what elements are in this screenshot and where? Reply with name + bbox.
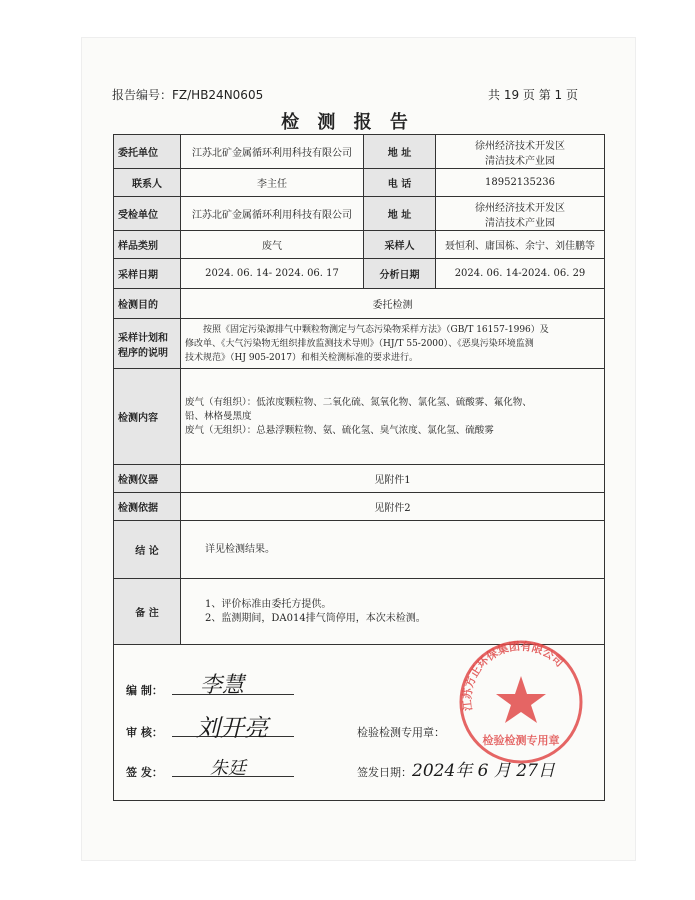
- sample-type-value: 废气: [181, 231, 364, 259]
- instrument-label: 检测仪器: [114, 465, 181, 493]
- sampling-date-value: 2024. 06. 14- 2024. 06. 17: [181, 259, 364, 289]
- sampling-date-label: 采样日期: [114, 259, 181, 289]
- issue-label: 签 发：: [126, 766, 163, 779]
- inspected-address-value: [436, 197, 605, 231]
- analysis-date-value: 2024. 06. 14-2024. 06. 29: [436, 259, 605, 289]
- page-info: 共 19 页 第 1 页: [488, 88, 578, 102]
- company-seal-stamp: [455, 636, 587, 768]
- remarks-value: [181, 579, 605, 645]
- plan-line1: 按照《固定污染源排气中颗粒物测定与气态污染物采样方法》（GB/T 16157-1996）及: [203, 324, 549, 335]
- contact-value: 李主任: [181, 169, 364, 197]
- inspected-address-line1: 徐州经济技术开发区: [475, 202, 565, 214]
- stamp-ring-text: 江苏方正环保集团有限公司: [460, 639, 567, 712]
- review-label: 审 核：: [126, 726, 163, 739]
- sampler-label: 采样人: [364, 231, 436, 259]
- plan-line2: 修改单、《大气污染物无组织排放监测技术导则》（HJ/T 55-2000）、《恶臭污染环境监测: [185, 338, 534, 349]
- content-line1: 废气（有组织）：低浓度颗粒物、二氧化硫、氮氧化物、氯化氢、硫酸雾、氟化物、: [185, 396, 532, 408]
- inspected-address-line2: 清洁技术产业园: [485, 217, 555, 229]
- client-label: 委托单位: [114, 135, 181, 169]
- issue-date-value: 2024年 6 月 27日: [412, 761, 555, 781]
- content-line2: 铅、林格曼黑度: [185, 410, 252, 422]
- content-line3: 废气（无组织）：总悬浮颗粒物、氨、硫化氢、臭气浓度、氯化氢、硫酸雾: [185, 424, 494, 436]
- purpose-label: 检测目的: [114, 289, 181, 319]
- client-address-label: 地 址: [364, 135, 436, 169]
- stamp-star-icon: [496, 676, 546, 723]
- purpose-value: 委托检测: [181, 289, 605, 319]
- basis-label: 检测依据: [114, 493, 181, 521]
- basis-value: 见附件2: [181, 493, 605, 521]
- client-address-value: [436, 135, 605, 169]
- issue-date-label: 签发日期：: [357, 766, 412, 779]
- stamp-inner-text: 检验检测专用章: [482, 734, 560, 747]
- plan-label-line2: 程序的说明: [118, 347, 168, 359]
- analysis-date-label: 分析日期: [364, 259, 436, 289]
- content-value: [181, 369, 605, 465]
- instrument-value: 见附件1: [181, 465, 605, 493]
- conclusion-label: 结 论: [114, 521, 181, 579]
- compile-label: 编 制：: [126, 684, 163, 697]
- seal-label: 检验检测专用章：: [357, 726, 445, 739]
- sampler-value: 聂恒利、庸国栋、余宁、刘佳鹏等: [436, 231, 605, 259]
- report-title: 检 测 报 告: [281, 112, 414, 133]
- contact-label: 联系人: [114, 169, 181, 197]
- remarks-line1: 1、评价标准由委托方提供。: [205, 598, 332, 610]
- remarks-label: 备 注: [114, 579, 181, 645]
- inspected-unit-label: 受检单位: [114, 197, 181, 231]
- phone-label: 电 话: [364, 169, 436, 197]
- plan-label-line1: 采样计划和: [118, 332, 168, 344]
- plan-label: [114, 319, 181, 369]
- phone-value: 18952135236: [436, 169, 605, 197]
- client-value: 江苏北矿金属循环利用科技有限公司: [181, 135, 364, 169]
- remarks-line2: 2、监测期间，DA014排气筒停用，本次未检测。: [205, 612, 426, 624]
- compile-signature: 李慧: [200, 673, 245, 698]
- conclusion-value: 详见检测结果。: [181, 521, 605, 579]
- report-number: 报告编号：FZ/HB24N0605: [112, 88, 264, 102]
- client-address-line2: 清洁技术产业园: [485, 155, 555, 167]
- review-signature: 刘开亮: [196, 714, 268, 742]
- plan-line3: 技术规范》（HJ 905-2017）和相关检测标准的要求进行。: [185, 352, 418, 363]
- client-address-line1: 徐州经济技术开发区: [475, 140, 565, 152]
- inspected-unit-value: 江苏北矿金属循环利用科技有限公司: [181, 197, 364, 231]
- sample-type-label: 样品类别: [114, 231, 181, 259]
- inspected-address-label: 地 址: [364, 197, 436, 231]
- plan-value: [181, 319, 605, 369]
- content-label: 检测内容: [114, 369, 181, 465]
- issue-signature: 朱廷: [210, 758, 246, 779]
